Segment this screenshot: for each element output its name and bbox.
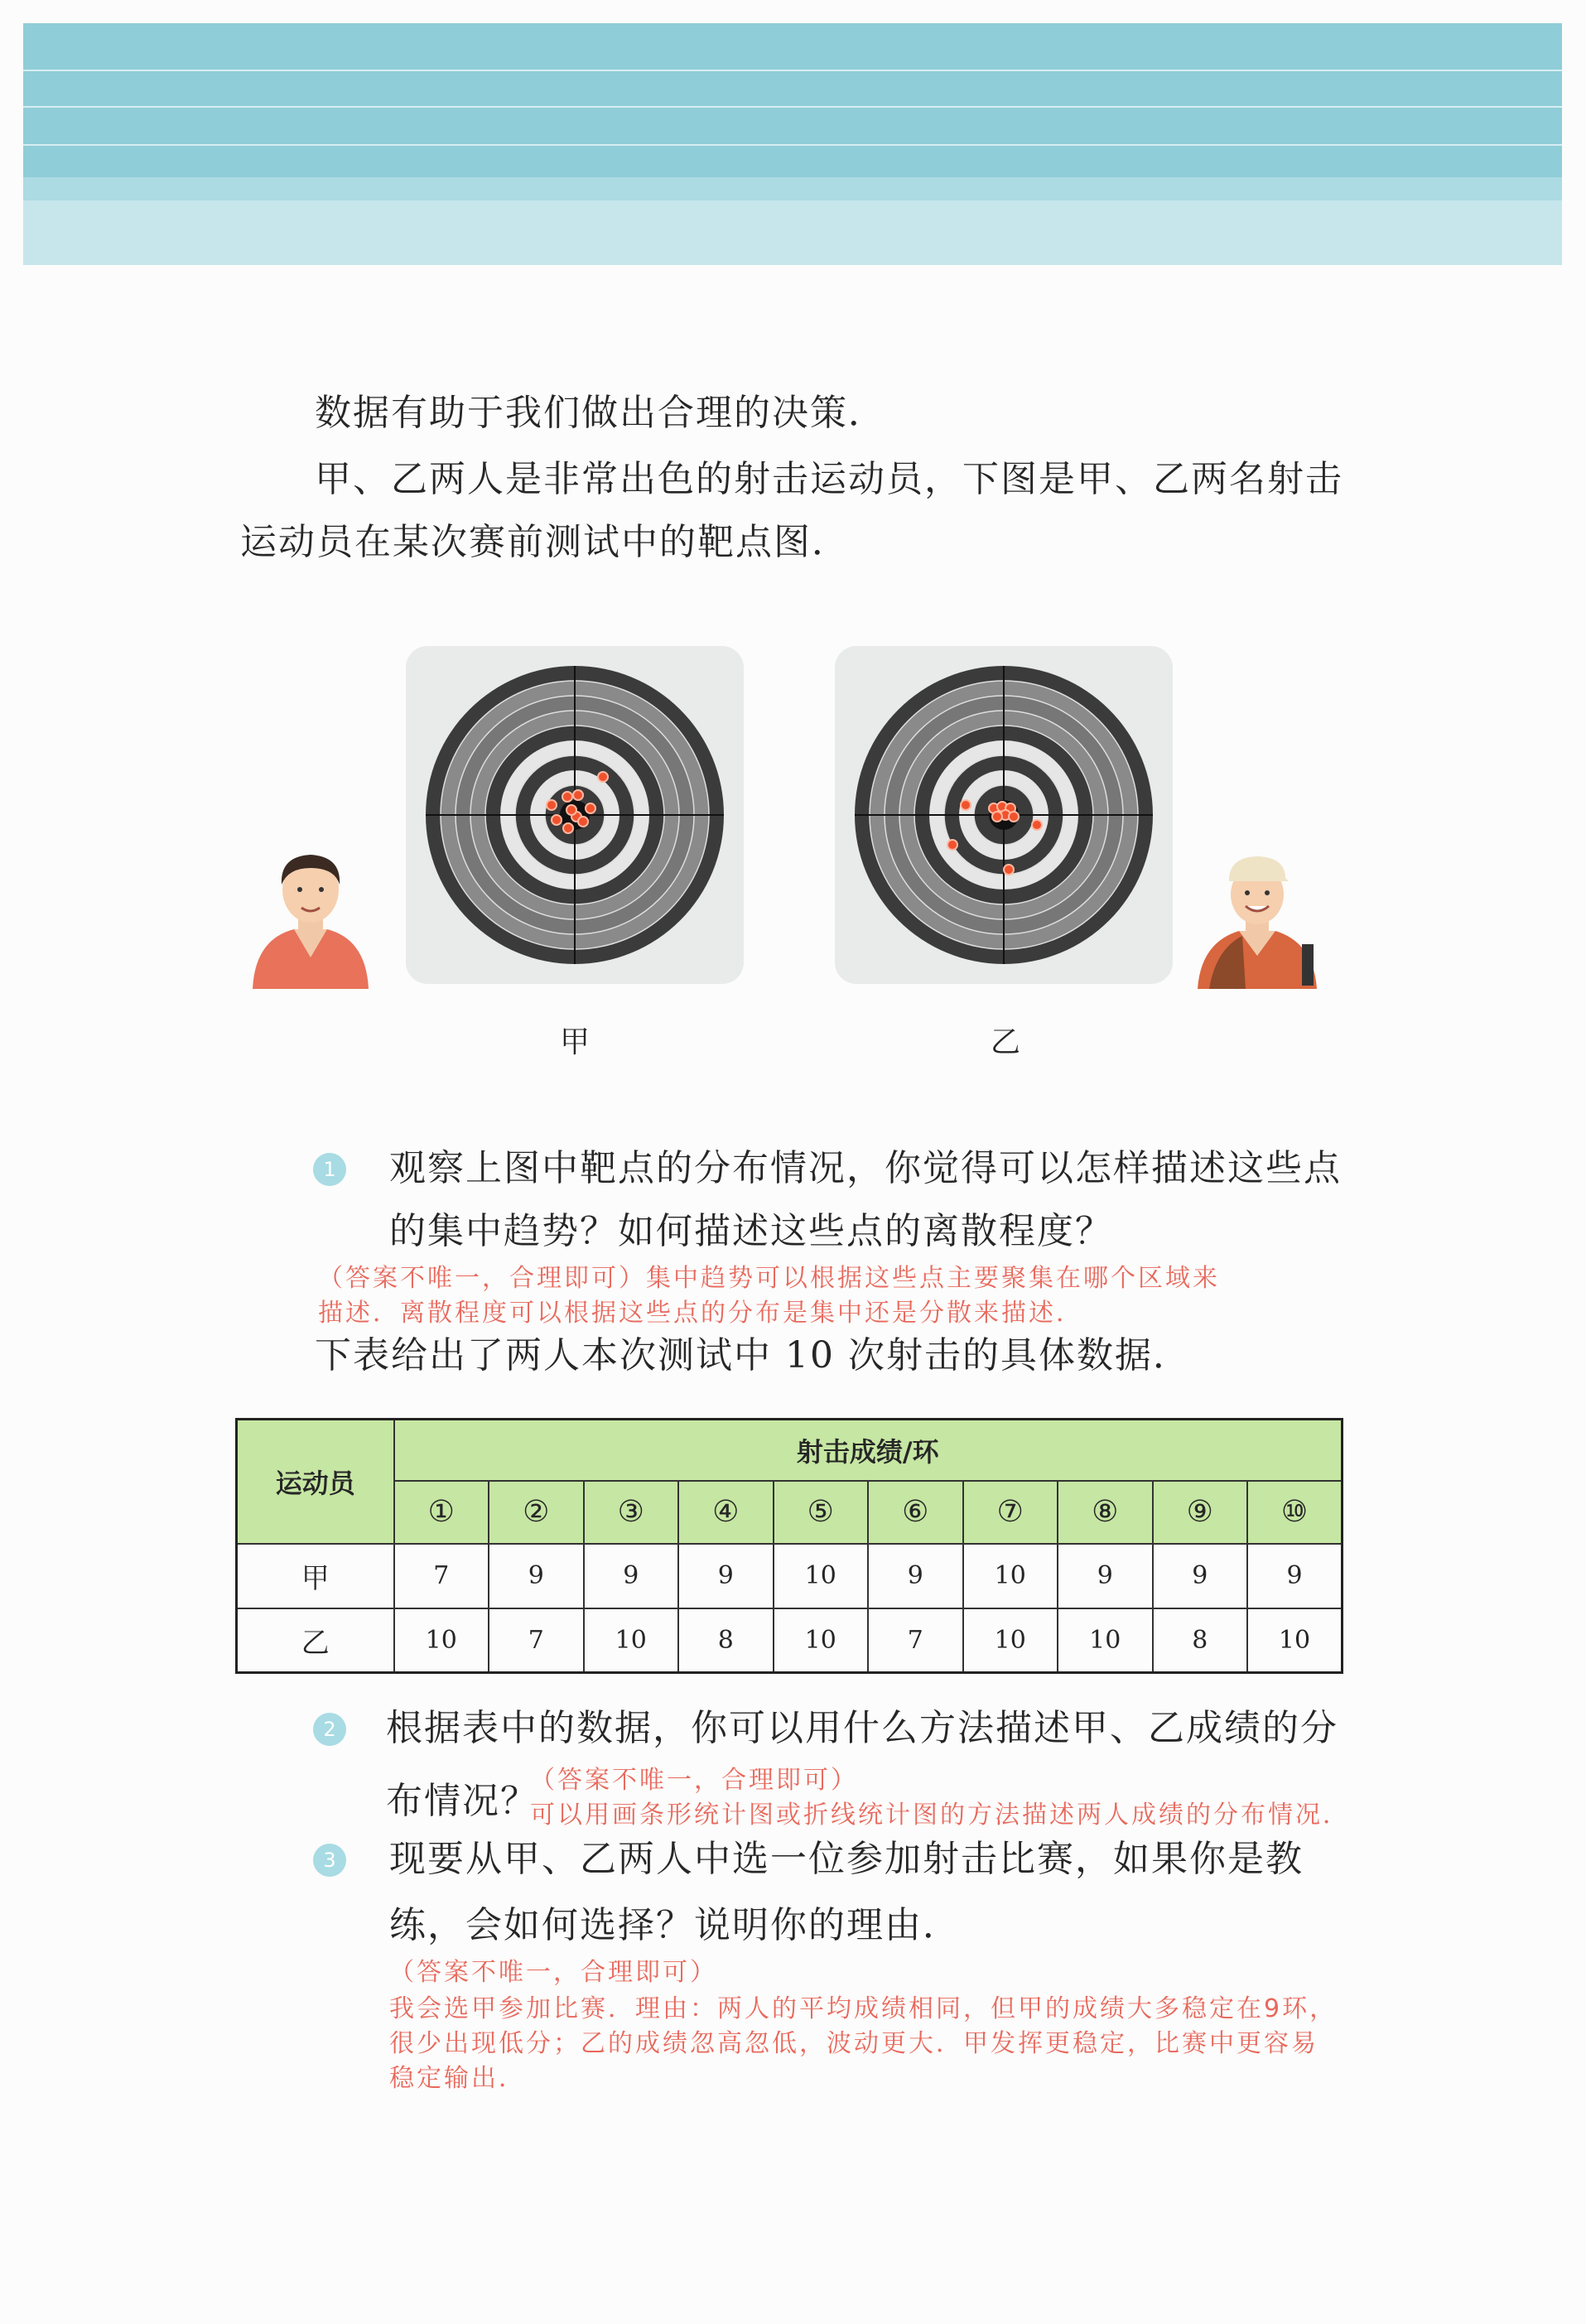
- question-1-answer-line-1: （答案不唯一，合理即可）集中趋势可以根据这些点主要聚集在哪个区域来: [318, 1264, 1220, 1293]
- table-row-yi: [237, 1608, 1343, 1673]
- bullet-hole: [578, 817, 588, 827]
- bullet-hole: [1004, 865, 1014, 875]
- bullet-hole: [947, 840, 957, 850]
- table-col-header: ②: [489, 1481, 584, 1544]
- table-row-name: 甲: [237, 1544, 394, 1608]
- shooter-jia-avatar: [248, 841, 373, 991]
- question-3-line-2: 练，会如何选择？说明你的理由．: [389, 1904, 961, 1946]
- table-cell: 10: [774, 1608, 869, 1673]
- bullet-hole: [573, 790, 583, 800]
- header-banner: [23, 23, 1562, 265]
- question-3-badge: 3: [313, 1844, 346, 1877]
- table-cell: 8: [678, 1608, 774, 1673]
- banner-line: [23, 70, 1562, 71]
- banner-band: [23, 177, 1562, 200]
- table-cell: 10: [963, 1608, 1058, 1673]
- target-jia: [406, 646, 744, 984]
- table-cell: 7: [868, 1608, 963, 1673]
- question-2-line-2: 布情况？: [386, 1780, 538, 1822]
- table-col-header: ⑨: [1153, 1481, 1248, 1544]
- table-col-header: ⑥: [868, 1481, 963, 1544]
- table-cell: 9: [584, 1544, 679, 1608]
- bullet-hole: [598, 772, 608, 782]
- question-3-line-1: 现要从甲、乙两人中选一位参加射击比赛，如果你是教: [389, 1838, 1304, 1880]
- score-table: [235, 1418, 1343, 1674]
- banner-line: [23, 144, 1562, 146]
- table-cell: 10: [394, 1608, 489, 1673]
- question-2-badge: 2: [313, 1713, 346, 1746]
- question-1-badge: 1: [313, 1153, 346, 1186]
- table-row-name: 乙: [237, 1608, 394, 1673]
- table-col-header: ⑤: [774, 1481, 869, 1544]
- caption-yi: 乙: [991, 1025, 1021, 1059]
- bullet-hole: [547, 800, 557, 810]
- table-cell: 10: [1058, 1608, 1153, 1673]
- question-1-answer-line-2: 描述．离散程度可以根据这些点的分布是集中还是分散来描述．: [318, 1299, 1083, 1328]
- bullet-hole: [961, 800, 971, 810]
- table-cell: 10: [774, 1544, 869, 1608]
- table-header-scores: 射击成绩/环: [394, 1420, 1343, 1481]
- table-cell: 9: [1153, 1544, 1248, 1608]
- table-col-header: ①: [394, 1481, 489, 1544]
- question-2-answer-line-2: 可以用画条形统计图或折线统计图的方法描述两人成绩的分布情况．: [530, 1801, 1350, 1830]
- caption-jia: 甲: [560, 1025, 591, 1059]
- table-intro: 下表给出了两人本次测试中 10 次射击的具体数据．: [315, 1334, 1191, 1377]
- bullet-hole: [562, 792, 572, 802]
- shooter-yi-avatar: [1193, 845, 1325, 991]
- question-2-answer-line-1: （答案不唯一，合理即可）: [530, 1766, 858, 1795]
- intro-line-3: 运动员在某次赛前测试中的靶点图．: [240, 521, 850, 563]
- intro-line-2: 甲、乙两人是非常出色的射击运动员，下图是甲、乙两名射击: [315, 458, 1343, 500]
- table-cell: 9: [489, 1544, 584, 1608]
- table-col-header: ③: [584, 1481, 679, 1544]
- bullet-hole: [992, 812, 1002, 822]
- table-cell: 10: [963, 1544, 1058, 1608]
- table-cell: 9: [1247, 1544, 1343, 1608]
- question-3-answer-line-4: 稳定输出．: [389, 2064, 526, 2093]
- table-cell: 10: [584, 1608, 679, 1673]
- bullet-hole: [1009, 812, 1019, 822]
- table-row-jia: [237, 1544, 1343, 1608]
- bullet-hole: [566, 805, 576, 815]
- bullet-hole: [586, 803, 595, 813]
- table-col-header: ⑦: [963, 1481, 1058, 1544]
- table-cell: 8: [1153, 1608, 1248, 1673]
- table-cell: 9: [678, 1544, 774, 1608]
- table-cell: 9: [1058, 1544, 1153, 1608]
- table-col-header: ④: [678, 1481, 774, 1544]
- question-3-answer-line-1: （答案不唯一，合理即可）: [389, 1958, 717, 1987]
- intro-line-1: 数据有助于我们做出合理的决策．: [315, 392, 886, 434]
- table-col-header: ⑩: [1247, 1481, 1343, 1544]
- question-3-answer-line-3: 很少出现低分；乙的成绩忽高忽低，波动更大．甲发挥更稳定，比赛中更容易: [389, 2029, 1318, 2058]
- table-col-header: ⑧: [1058, 1481, 1153, 1544]
- question-1-line-2: 的集中趋势？如何描述这些点的离散程度？: [389, 1210, 1113, 1252]
- table-cell: 9: [868, 1544, 963, 1608]
- target-yi: [835, 646, 1173, 984]
- banner-line: [23, 106, 1562, 108]
- table-cell: 7: [394, 1544, 489, 1608]
- table-cell: 7: [489, 1608, 584, 1673]
- question-2-line-1: 根据表中的数据，你可以用什么方法描述甲、乙成绩的分: [386, 1707, 1338, 1749]
- question-1-line-1: 观察上图中靶点的分布情况，你觉得可以怎样描述这些点: [389, 1147, 1342, 1189]
- table-header-athlete: 运动员: [237, 1420, 394, 1544]
- bullet-hole: [563, 823, 573, 833]
- banner-band: [23, 200, 1562, 265]
- table-cell: 10: [1247, 1608, 1343, 1673]
- bullet-hole: [552, 815, 562, 825]
- bullet-hole: [1032, 820, 1042, 830]
- question-3-answer-line-2: 我会选甲参加比赛．理由：两人的平均成绩相同，但甲的成绩大多稳定在9环，: [389, 1994, 1338, 2023]
